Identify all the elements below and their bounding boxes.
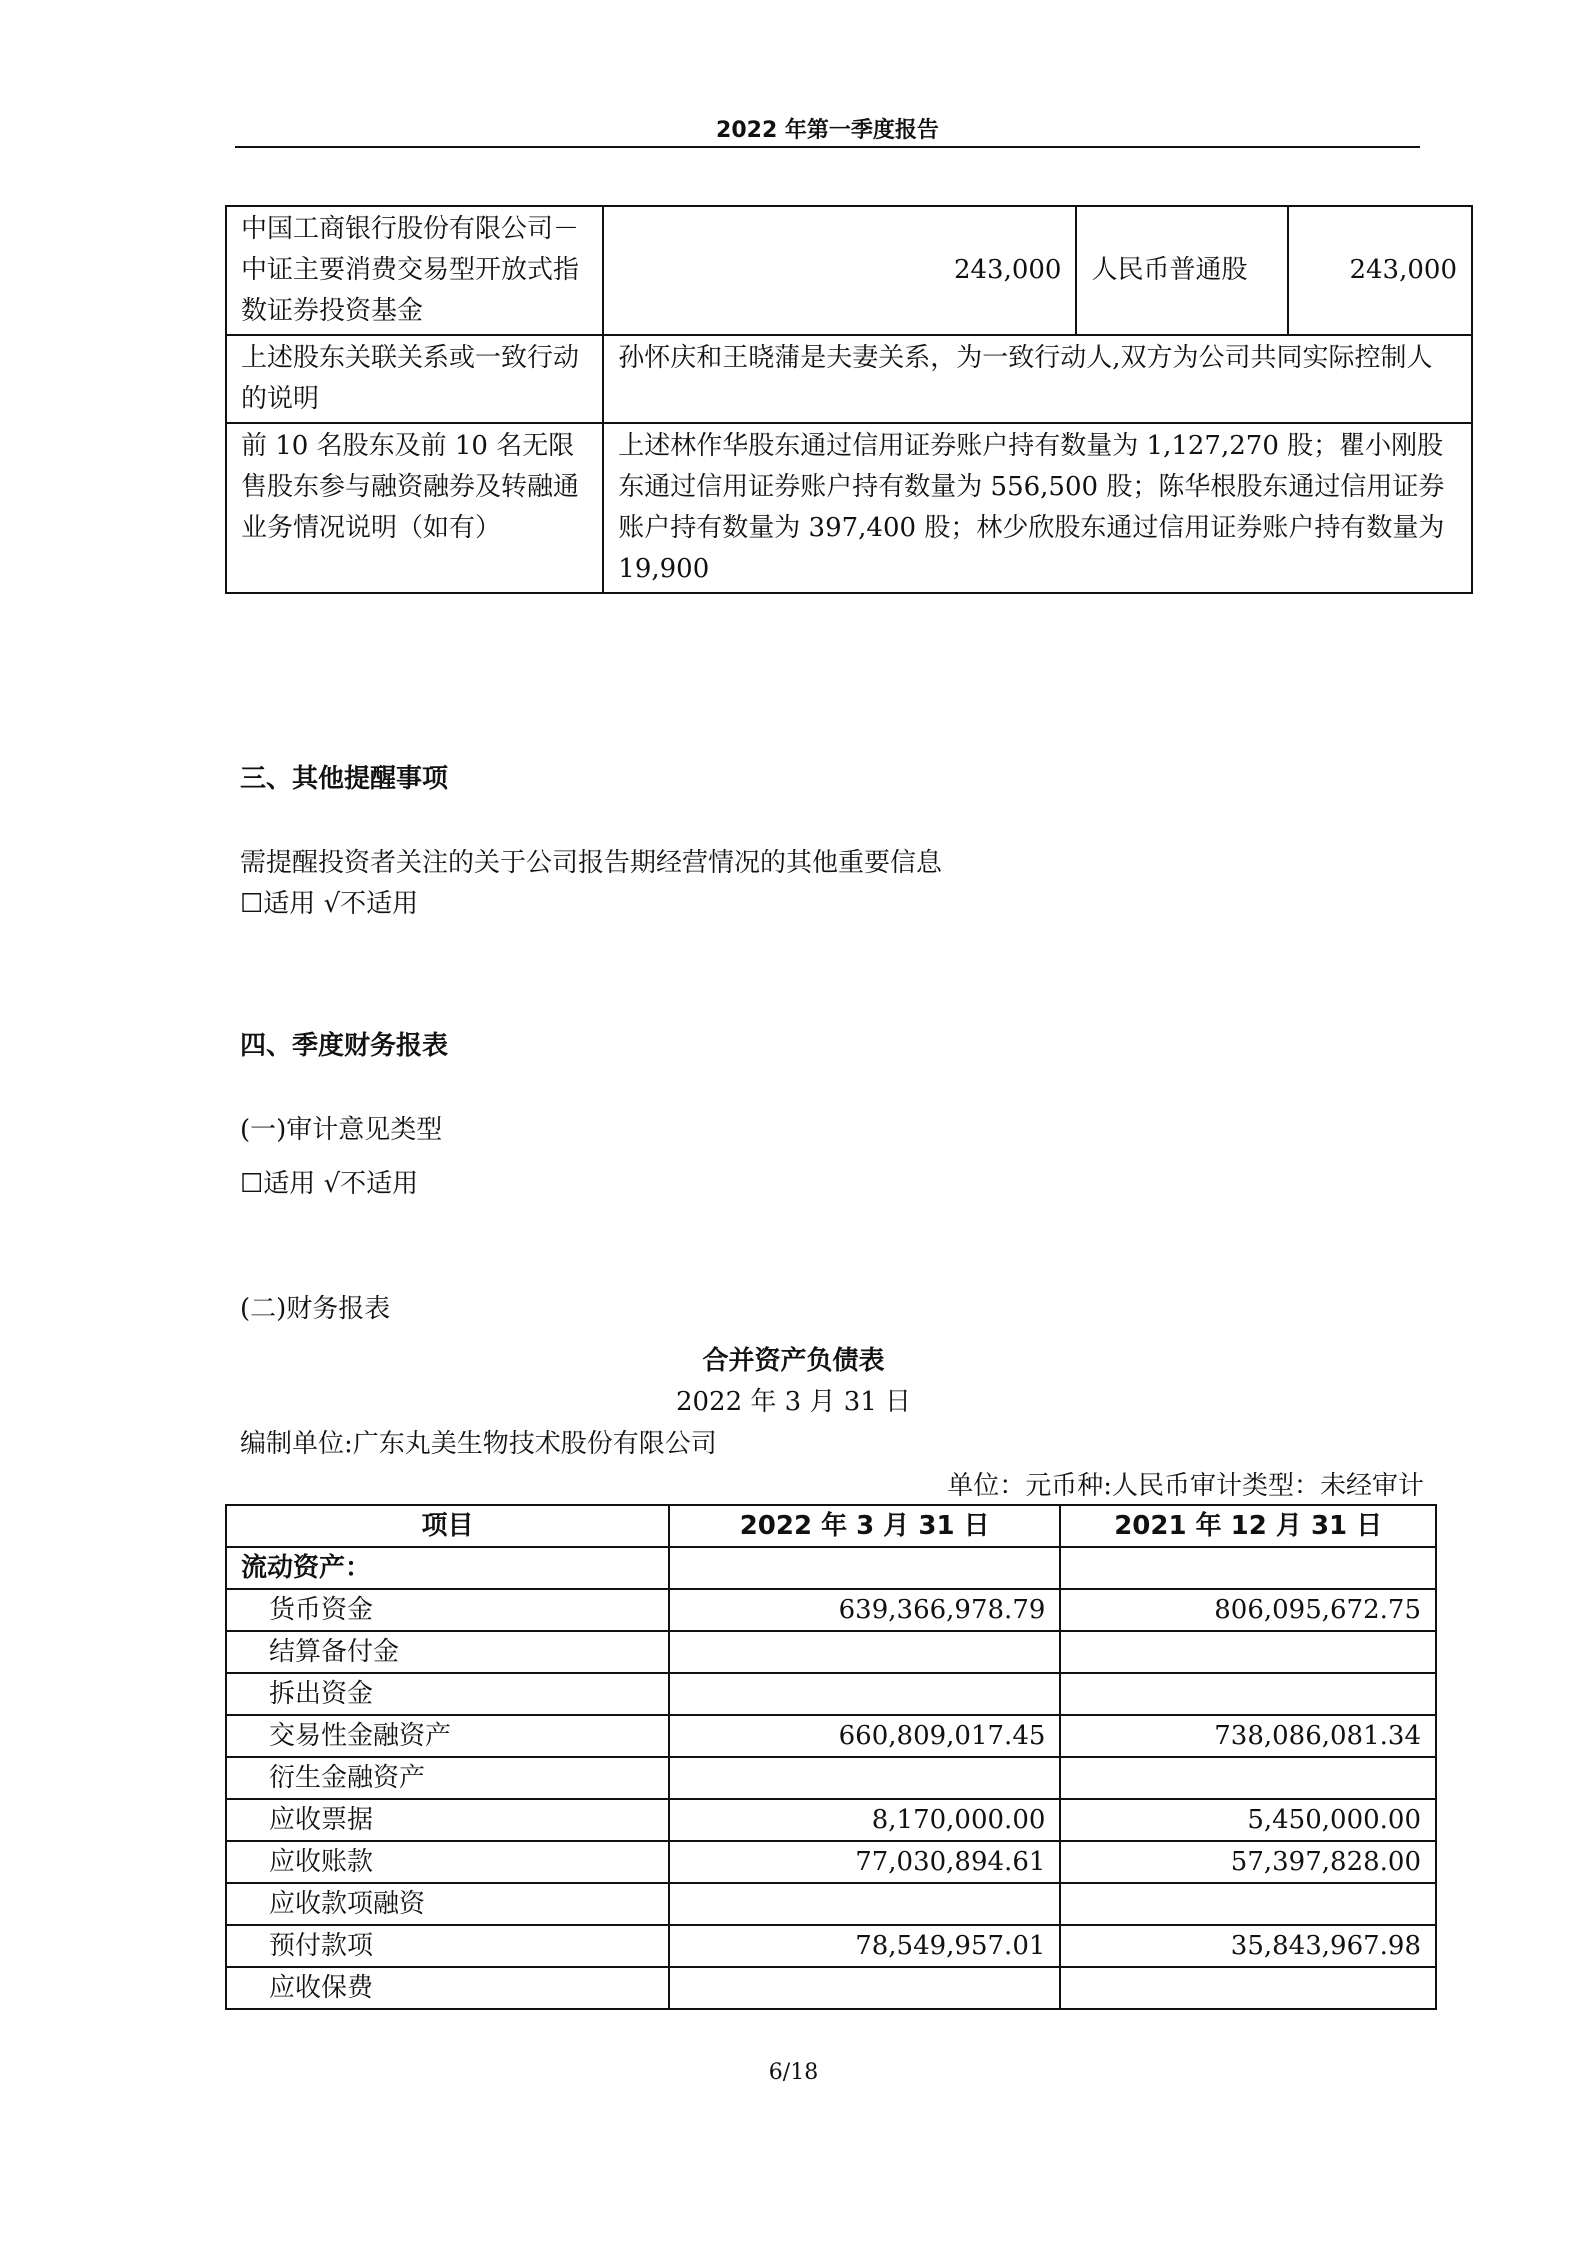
relation-label: 上述股东关联关系或一致行动的说明: [226, 335, 603, 423]
prior-value: [1060, 1673, 1436, 1715]
balance-sheet-title: 合并资产负债表: [702, 1346, 885, 1376]
table-row: [226, 206, 1472, 335]
currency-audit-meta: 单位：元币种:人民币审计类型：未经审计: [947, 1471, 1424, 1501]
section4-title: 四、季度财务报表: [240, 1031, 449, 1061]
line-item: 衍生金融资产: [226, 1757, 669, 1799]
audit-opinion-option: ☐适用 √不适用: [240, 1169, 419, 1199]
share-count: 243,000: [1288, 206, 1472, 335]
line-item: 应收保费: [226, 1967, 669, 2009]
table-row: [226, 1715, 1436, 1757]
financial-statements-label: (二)财务报表: [240, 1294, 391, 1324]
current-value: 77,030,894.61: [669, 1841, 1061, 1883]
relation-text: 孙怀庆和王晓蒲是夫妻关系，为一致行动人,双方为公司共同实际控制人: [603, 335, 1472, 423]
shareholder-table: [225, 205, 1473, 594]
line-item: 货币资金: [226, 1589, 669, 1631]
table-row: [226, 1925, 1436, 1967]
table-row: [226, 335, 1472, 423]
table-header-row: [226, 1505, 1436, 1547]
balance-sheet-date: 2022 年 3 月 31 日: [675, 1387, 912, 1417]
current-value: 8,170,000.00: [669, 1799, 1061, 1841]
table-row: [226, 1547, 1436, 1589]
margin-text: 上述林作华股东通过信用证券账户持有数量为 1,127,270 股；瞿小刚股东通过信用证券账户持有数量为 556,500 股；陈华根股东通过信用证券账户持有数量为 397,400 股；林少欣股东通过信用证券账户持有数量为 19,900: [603, 423, 1472, 593]
empty-cell: [1060, 1547, 1436, 1589]
table-row: [226, 1841, 1436, 1883]
line-item: 应收票据: [226, 1799, 669, 1841]
table-row: [226, 1883, 1436, 1925]
prior-value: [1060, 1631, 1436, 1673]
preparer-unit: 编制单位:广东丸美生物技术股份有限公司: [240, 1429, 717, 1459]
section3-title: 三、其他提醒事项: [240, 764, 449, 794]
prior-value: 57,397,828.00: [1060, 1841, 1436, 1883]
current-value: 660,809,017.45: [669, 1715, 1061, 1757]
page-header-title: 2022 年第一季度报告: [716, 118, 939, 143]
line-item: 应收账款: [226, 1841, 669, 1883]
current-value: 78,549,957.01: [669, 1925, 1061, 1967]
page-number: 6/18: [768, 2060, 819, 2085]
line-item: 交易性金融资产: [226, 1715, 669, 1757]
current-value: [669, 1883, 1061, 1925]
current-value: [669, 1967, 1061, 2009]
column-header-item: 项目: [226, 1505, 669, 1547]
line-item: 应收款项融资: [226, 1883, 669, 1925]
header-rule: [235, 146, 1420, 148]
column-header-current: 2022 年 3 月 31 日: [669, 1505, 1061, 1547]
margin-label: 前 10 名股东及前 10 名无限售股东参与融资融券及转融通业务情况说明（如有）: [226, 423, 603, 593]
category-label: 流动资产：: [226, 1547, 669, 1589]
prior-value: 5,450,000.00: [1060, 1799, 1436, 1841]
prior-value: [1060, 1967, 1436, 2009]
current-value: [669, 1631, 1061, 1673]
audit-opinion-label: (一)审计意见类型: [240, 1115, 443, 1145]
prior-value: 35,843,967.98: [1060, 1925, 1436, 1967]
prior-value: 738,086,081.34: [1060, 1715, 1436, 1757]
column-header-prior: 2021 年 12 月 31 日: [1060, 1505, 1436, 1547]
prior-value: [1060, 1757, 1436, 1799]
table-row: [226, 1673, 1436, 1715]
line-item: 拆出资金: [226, 1673, 669, 1715]
table-row: [226, 1589, 1436, 1631]
share-type: 人民币普通股: [1076, 206, 1288, 335]
current-value: [669, 1673, 1061, 1715]
prior-value: [1060, 1883, 1436, 1925]
shareholder-name: 中国工商银行股份有限公司－中证主要消费交易型开放式指数证券投资基金: [226, 206, 603, 335]
section3-text: 需提醒投资者关注的关于公司报告期经营情况的其他重要信息: [240, 848, 943, 878]
table-row: [226, 1967, 1436, 2009]
empty-cell: [669, 1547, 1061, 1589]
table-row: [226, 1799, 1436, 1841]
section3-option: ☐适用 √不适用: [240, 889, 419, 919]
current-value: 639,366,978.79: [669, 1589, 1061, 1631]
balance-sheet-table: [225, 1504, 1437, 2010]
line-item: 预付款项: [226, 1925, 669, 1967]
table-row: [226, 423, 1472, 593]
shares-held: 243,000: [603, 206, 1076, 335]
table-row: [226, 1631, 1436, 1673]
current-value: [669, 1757, 1061, 1799]
table-row: [226, 1757, 1436, 1799]
line-item: 结算备付金: [226, 1631, 669, 1673]
prior-value: 806,095,672.75: [1060, 1589, 1436, 1631]
